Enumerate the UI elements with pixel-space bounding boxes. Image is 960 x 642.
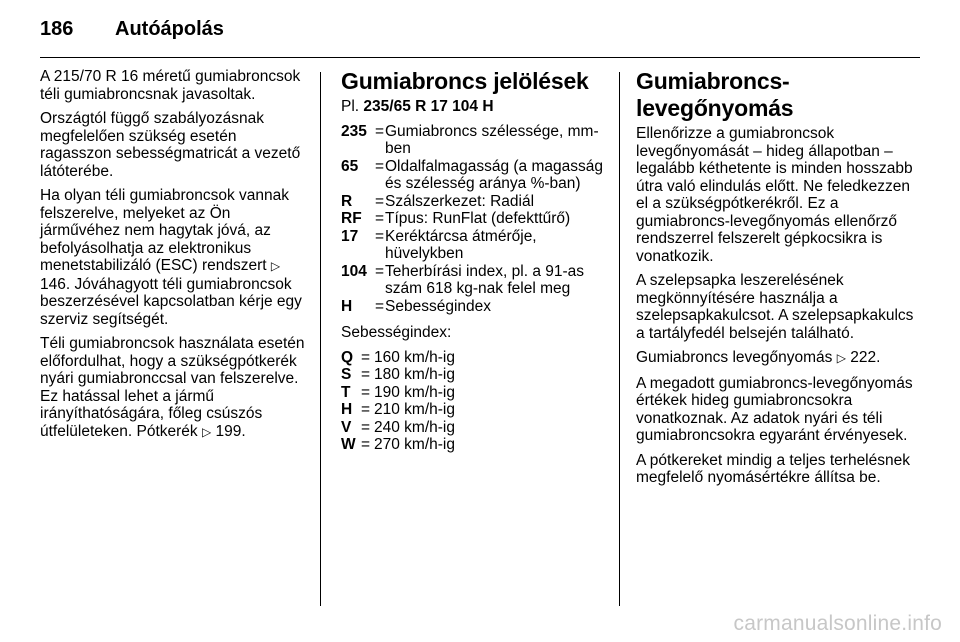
- column-tyre-pressure: [636, 68, 916, 494]
- definition-equals: =: [375, 297, 385, 315]
- definition-description: Sebességindex: [385, 297, 491, 315]
- pressure-reference-text: Gumiabroncs levegőnyomás: [636, 349, 833, 366]
- speed-equals: =: [361, 383, 371, 401]
- definition-description: Keréktárcsa átmérője, hüvelykben: [385, 227, 537, 262]
- speed-equals: =: [361, 366, 371, 383]
- definition-description: Teherbírási index, pl. a 91-as szám 618 kg-nak felel meg: [385, 262, 585, 297]
- paragraph-esc: [40, 187, 308, 328]
- definition-code: H: [341, 297, 353, 315]
- watermark: carmanualsonline.info: [733, 612, 942, 635]
- speed-code: S: [341, 366, 352, 383]
- definition-equals: =: [375, 227, 385, 245]
- speed-value: 210 km/h-ig: [374, 401, 455, 418]
- page-header: [40, 0, 920, 58]
- definition-description: Típus: RunFlat (defekttűrő): [385, 210, 571, 227]
- definition-description: Oldalfalmagasság (a magasság és szélesség aránya %-ban): [385, 157, 603, 192]
- page-reference-icon: ▷: [202, 424, 212, 439]
- paragraph-valve-cap: A szelepsapka leszerelésének megkönnyítésére használja a szelepsapkakulcsot. A szelepsapkakulcs a tartályfedél belsején található.: [636, 272, 914, 342]
- spacer: [341, 315, 609, 324]
- speed-code: V: [341, 418, 352, 436]
- example-designation: [341, 98, 609, 116]
- paragraph-check-pressure: Ellenőrizze a gumiabroncsok levegőnyomását – hideg állapotban – legalább kéthetente is minden hosszabb útra való elindulás előtt. Ne feledkezzen el a szükségpótkerékről. Ez a gumiabroncs-levegőnyomás ellenőrző rendszerrel felszerelt gépkocsikra is vonatkozik.: [636, 125, 913, 265]
- definition-code: 17: [341, 227, 359, 245]
- page-number: 186: [40, 18, 74, 40]
- speed-value: 180 km/h-ig: [374, 366, 455, 383]
- speed-equals: =: [361, 348, 371, 366]
- definition-code: R: [341, 192, 353, 210]
- definition-equals: =: [375, 192, 385, 210]
- example-code: 235/65 R 17 104 H: [363, 98, 494, 115]
- definition-code: RF: [341, 210, 362, 227]
- paragraph-pressure-reference: [636, 349, 916, 368]
- speed-code: W: [341, 436, 356, 453]
- definition-description: Szálszerkezet: Radiál: [385, 192, 535, 210]
- paragraph-tyre-size: A 215/70 R 16 méretű gumiabroncsok téli gumiabroncsnak javasoltak.: [40, 68, 301, 103]
- title-line-1: Gumiabroncs-: [636, 68, 790, 94]
- section-title-tyre-pressure: [636, 68, 916, 122]
- header-divider: [40, 57, 920, 58]
- speed-code: T: [341, 383, 351, 401]
- definition-equals: =: [375, 122, 385, 140]
- paragraph-speed-sticker: Országtól függő szabályozásnak megfelelően szükség esetén ragasszon sebességmatricát a vezető látóterébe.: [40, 110, 301, 180]
- speed-value: 270 km/h-ig: [374, 436, 455, 453]
- speed-value: 240 km/h-ig: [374, 418, 455, 436]
- paragraph-spare-wheel: [40, 335, 308, 441]
- column-winter-tyres: [40, 68, 308, 448]
- section-title-tyre-designations: Gumiabroncs jelölések: [341, 68, 589, 94]
- speed-index-heading: Sebességindex:: [341, 324, 452, 341]
- speed-equals: =: [361, 436, 371, 453]
- definition-equals: =: [375, 157, 385, 175]
- speed-value: 190 km/h-ig: [374, 383, 455, 401]
- page-reference-icon: ▷: [836, 351, 846, 365]
- speed-value: 160 km/h-ig: [374, 348, 455, 366]
- definition-description: Gumiabroncs szélessége, mm-ben: [385, 122, 599, 157]
- spare-wheel-text: Téli gumiabroncsok használata esetén előfordulhat, hogy a szükségpótkerék nyári gumiabronccsal van felszerelve. Ez hatással lehet a jármű irányíthatóságára, főleg csúszós útfelületeken. Pótkerék: [40, 335, 305, 440]
- esc-text: Ha olyan téli gumiabroncsok vannak felszerelve, melyeket az Ön járművéhez nem hagytak jóvá, az befolyásolhatja az elektronikus menetstabilizáló (ESC) rendszert: [40, 187, 289, 274]
- speed-equals: =: [361, 401, 371, 418]
- esc-reference[interactable]: 146. Jóváhagyott téli gumiabroncsok beszerzésével kapcsolatban kérje egy szerviz segítségét.: [40, 275, 302, 328]
- paragraph-cold-values: A megadott gumiabroncs-levegőnyomás értékek hideg gumiabroncsokra vonatkoznak. Az adatok nyári és téli gumiabroncsokra egyaránt érvényesek.: [636, 374, 913, 444]
- speed-code: Q: [341, 348, 354, 366]
- chapter-title: Autóápolás: [115, 18, 224, 40]
- speed-equals: =: [361, 418, 371, 436]
- column-divider-right: [619, 72, 620, 606]
- speed-index-list: [341, 349, 609, 454]
- definition-equals: =: [375, 210, 385, 227]
- definition-code: 104: [341, 262, 367, 280]
- definition-equals: =: [375, 262, 385, 280]
- speed-code: H: [341, 401, 353, 418]
- pressure-reference[interactable]: 222.: [850, 349, 881, 366]
- spare-wheel-reference[interactable]: 199.: [215, 422, 246, 440]
- definition-code: 65: [341, 157, 359, 175]
- column-tyre-designations: [341, 68, 609, 454]
- designation-definition-list: [341, 123, 609, 316]
- definition-code: 235: [341, 122, 367, 140]
- title-line-2: levegőnyomás: [636, 95, 794, 121]
- example-prefix: Pl.: [341, 98, 360, 115]
- page-reference-icon: ▷: [270, 259, 281, 273]
- paragraph-spare-pressure: A pótkereket mindig a teljes terhelésnek megfelelő nyomásértékre állítsa be.: [636, 451, 910, 486]
- column-divider-left: [320, 72, 321, 606]
